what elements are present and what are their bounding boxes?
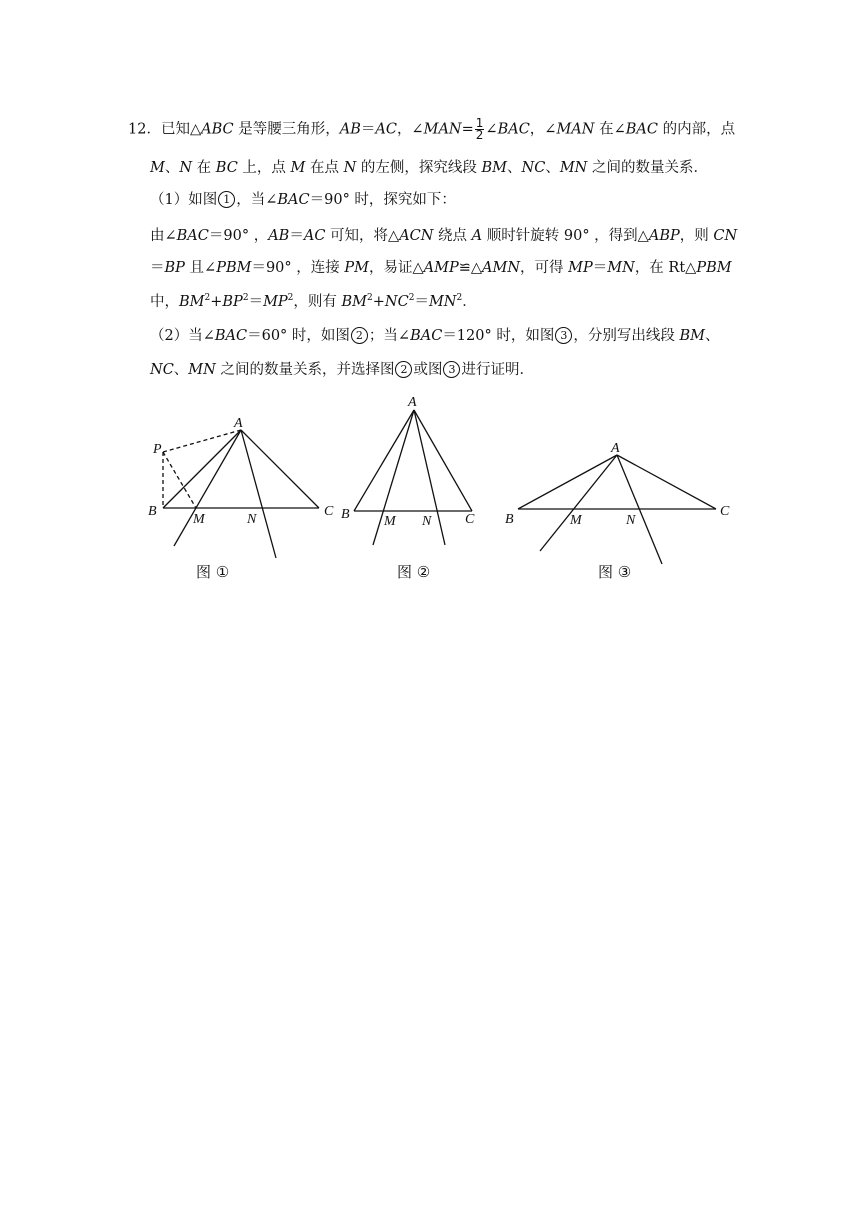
math-var: ACN xyxy=(399,228,434,244)
fig3-label-b: B xyxy=(505,512,514,527)
figures-svg xyxy=(0,0,860,600)
math-var: ABP xyxy=(648,228,680,244)
text: ；当∠ xyxy=(368,328,411,344)
figure-2 xyxy=(354,410,472,545)
text: ，∠ xyxy=(529,121,557,138)
text: ，易证△ xyxy=(368,260,424,276)
text: 中， xyxy=(150,294,179,310)
text: 、 xyxy=(545,160,560,176)
math-var: N xyxy=(343,160,357,176)
figure-2-labels xyxy=(341,395,475,529)
text: 已知△ xyxy=(160,121,202,138)
text: ，可得 xyxy=(520,260,569,276)
text: ，则有 xyxy=(293,294,342,310)
superscript: 2 xyxy=(456,293,463,303)
superscript: 2 xyxy=(204,293,211,303)
math-var: MP xyxy=(263,294,288,310)
math-var: CN xyxy=(713,228,738,244)
text: ＝90° ， xyxy=(208,228,269,244)
fig3-side-ab xyxy=(518,455,617,509)
math-var: MN xyxy=(559,160,588,176)
text: 、 xyxy=(704,328,720,344)
circled-number: 1 xyxy=(218,191,235,208)
text: 在 xyxy=(192,160,216,176)
fig1-label-b: B xyxy=(148,504,157,519)
math-var: PBM xyxy=(696,260,732,276)
text: 的左侧，探究线段 xyxy=(356,160,482,176)
math-var: BAC xyxy=(277,192,310,208)
fig2-side-ab xyxy=(354,410,414,511)
figure-1-labels xyxy=(148,416,334,527)
fig2-label-b: B xyxy=(341,507,350,522)
text: （2）当∠ xyxy=(150,328,215,344)
circled-number: 2 xyxy=(395,361,412,378)
math-var: AB xyxy=(268,228,290,244)
math-var: M xyxy=(290,160,306,176)
fig3-label-n: N xyxy=(626,513,636,528)
text: 绕点 xyxy=(433,228,472,244)
math-var: NC xyxy=(384,294,409,310)
text: 、 xyxy=(173,362,189,378)
fig2-caption: 图 ② xyxy=(397,563,431,581)
math-var: PM xyxy=(344,260,369,276)
figure-3 xyxy=(518,455,716,564)
text: 之间的数量关系． xyxy=(587,160,708,176)
circled-number: 2 xyxy=(351,327,368,344)
text: ＝60° 时，如图 xyxy=(247,328,350,344)
text: 在点 xyxy=(305,160,344,176)
math-var: MAN xyxy=(423,121,462,138)
fig1-ray-an xyxy=(241,430,276,558)
text: + xyxy=(372,294,385,310)
fig1-label-a: A xyxy=(234,416,243,431)
text: 之间的数量关系，并选择图 xyxy=(215,362,395,378)
math-var: AMP xyxy=(423,260,459,276)
math-var: NC xyxy=(521,160,546,176)
fraction-numerator: 1 xyxy=(475,116,484,130)
text: ≌△ xyxy=(458,260,483,276)
text: 是等腰三角形， xyxy=(233,121,340,138)
fig3-label-m: M xyxy=(570,513,582,528)
text: 的内部，点 xyxy=(657,121,736,138)
text: ＝90° 时，探究如下： xyxy=(309,192,456,208)
math-var: BAC xyxy=(497,121,530,138)
text: ＝120° 时，如图 xyxy=(442,328,555,344)
fig1-label-n: N xyxy=(247,512,257,527)
fig3-ray-am xyxy=(540,455,617,551)
math-var: BAC xyxy=(214,328,248,344)
math-var: AB xyxy=(339,121,361,138)
fig1-label-p: P xyxy=(153,442,162,457)
text: ，在 Rt△ xyxy=(634,260,697,276)
text: ． xyxy=(462,294,477,310)
math-var: BM xyxy=(481,160,508,176)
math-var: A xyxy=(471,228,483,244)
math-var: N xyxy=(179,160,193,176)
math-var: BC xyxy=(215,160,238,176)
math-var: MP xyxy=(568,260,593,276)
math-var: BAC xyxy=(410,328,443,344)
fig3-label-a: A xyxy=(611,441,620,456)
problem-number: 12． xyxy=(128,121,161,138)
math-var: BAC xyxy=(625,121,658,138)
text: ＝ xyxy=(592,260,608,276)
math-var: MN xyxy=(607,260,635,276)
fig1-label-c: C xyxy=(324,504,334,519)
text: ＝ xyxy=(414,294,429,310)
text: ，∠ xyxy=(396,121,424,138)
superscript: 2 xyxy=(367,293,373,303)
math-var: BP xyxy=(164,260,185,276)
math-var: BAC xyxy=(176,228,209,244)
text: 或图 xyxy=(413,362,443,378)
text: ，当∠ xyxy=(236,192,278,208)
text: ＝ xyxy=(360,121,376,138)
fraction-denominator: 2 xyxy=(475,128,484,142)
fig1-label-m: M xyxy=(193,512,205,527)
fig3-side-ac xyxy=(617,455,716,509)
text: ∠ xyxy=(485,121,498,138)
figure-1 xyxy=(163,430,319,558)
fig3-label-c: C xyxy=(720,504,730,519)
text: 、 xyxy=(164,160,180,176)
text: 上，点 xyxy=(237,160,291,176)
math-var: MN xyxy=(188,362,216,378)
superscript: 2 xyxy=(242,293,249,303)
superscript: 2 xyxy=(408,293,415,303)
math-var: BM xyxy=(179,294,205,310)
fig1-caption: 图 ① xyxy=(196,563,230,581)
math-var: AC xyxy=(375,121,397,138)
text: 顺时针旋转 90° ，得到△ xyxy=(482,228,649,244)
text: ＝90° ，连接 xyxy=(251,260,345,276)
fig2-label-c: C xyxy=(465,512,475,527)
text: ＝ xyxy=(248,294,264,310)
fig1-ray-am xyxy=(174,430,241,546)
fig1-side-ac xyxy=(241,430,319,508)
circled-number: 3 xyxy=(555,327,572,344)
fig3-caption: 图 ③ xyxy=(598,563,632,581)
figure-3-labels xyxy=(505,441,730,528)
text: 在∠ xyxy=(594,121,626,138)
text: 且∠ xyxy=(184,260,217,276)
text: （1）如图 xyxy=(150,192,218,208)
math-var: MN xyxy=(428,294,457,310)
math-var: MAN xyxy=(556,121,595,138)
text: = xyxy=(461,121,474,138)
math-var: BM xyxy=(341,294,368,310)
text: ，则 xyxy=(679,228,714,244)
math-var: M xyxy=(150,160,165,176)
math-var: PBM xyxy=(216,260,252,276)
fig2-side-ac xyxy=(414,410,472,511)
text: 由∠ xyxy=(150,228,177,244)
math-var: AC xyxy=(303,228,326,244)
text: + xyxy=(210,294,223,310)
text: ，分别写出线段 xyxy=(573,328,680,344)
fig2-label-n: N xyxy=(422,514,432,529)
math-var: BM xyxy=(679,328,705,344)
text: ＝ xyxy=(150,260,165,276)
circled-number: 3 xyxy=(443,361,460,378)
math-var: ABC xyxy=(201,121,234,138)
fig2-label-m: M xyxy=(384,514,396,529)
math-var: BP xyxy=(222,294,243,310)
text: 、 xyxy=(507,160,522,176)
text: 进行证明． xyxy=(461,362,534,378)
math-var: AMN xyxy=(482,260,521,276)
text: 可知，将△ xyxy=(325,228,400,244)
superscript: 2 xyxy=(287,293,294,303)
math-var: NC xyxy=(150,362,174,378)
fig2-label-a: A xyxy=(408,395,417,410)
text: ＝ xyxy=(289,228,304,244)
